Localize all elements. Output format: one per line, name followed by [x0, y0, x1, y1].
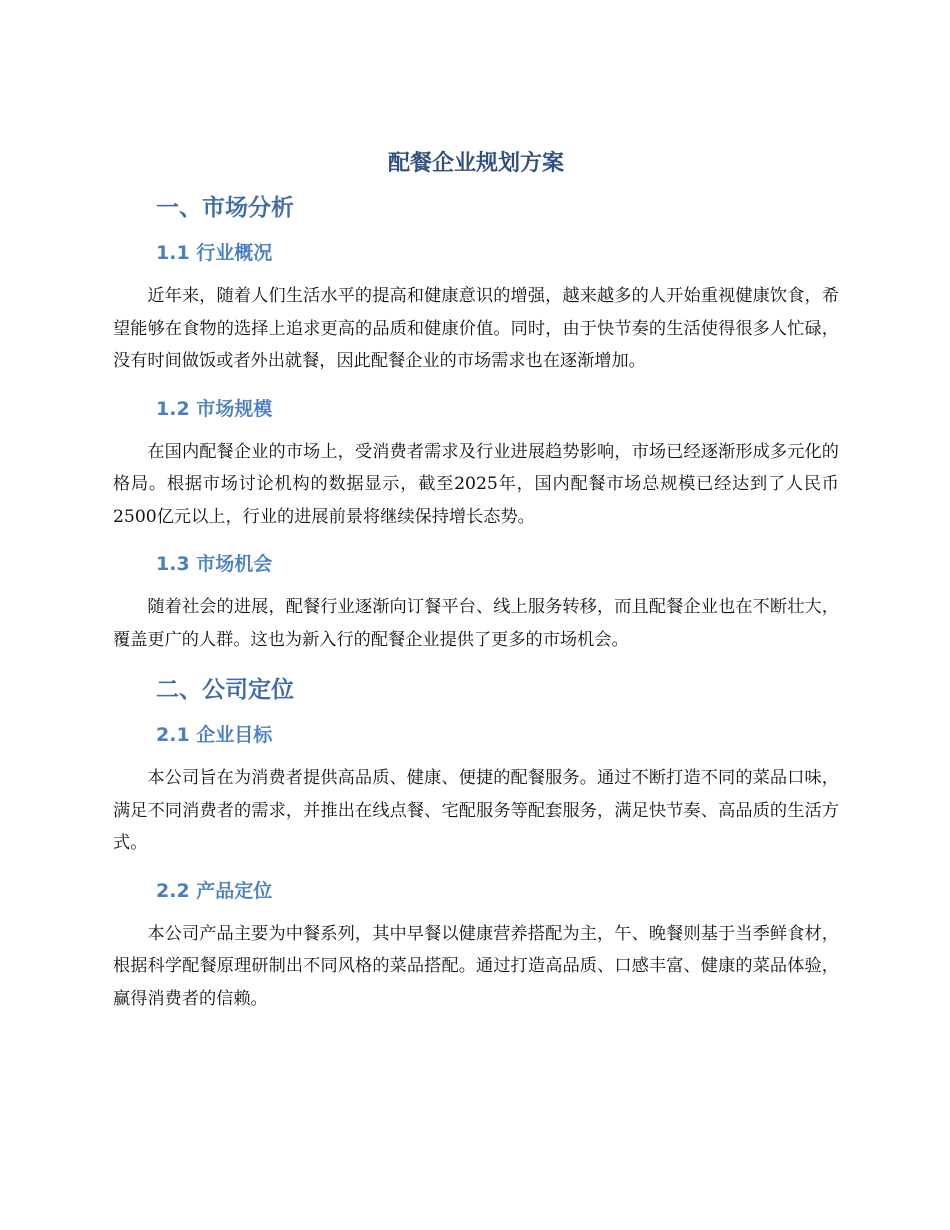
section-heading: 一、市场分析: [156, 195, 294, 221]
section-heading: 二、公司定位: [156, 677, 294, 703]
subsection-heading: 2.1 企业目标: [156, 724, 273, 746]
subsection-heading: 1.2 市场规模: [156, 397, 273, 420]
paragraph: 本公司旨在为消费者提供高品质、健康、便捷的配餐服务。通过不断打造不同的菜品口味，满足不同消费者的需求，并推出在线点餐、宅配服务等配套服务，满足快节奏、高品质的生活方式。: [113, 768, 839, 853]
paragraph: 随着社会的进展，配餐行业逐渐向订餐平台、线上服务转移，而且配餐企业也在不断壮大，覆盖更广的人群。这也为新入行的配餐企业提供了更多的市场机会。: [113, 597, 839, 650]
paragraph: 本公司产品主要为中餐系列，其中早餐以健康营养搭配为主，午、晚餐则基于当季鲜食材，根据科学配餐原理研制出不同风格的菜品搭配。通过打造高品质、口感丰富、健康的菜品体验，赢得消费者的信赖。: [113, 923, 839, 1009]
subsection-heading: 1.1 行业概况: [156, 242, 273, 264]
document-content: [113, 146, 839, 1031]
section-company-positioning: [113, 672, 839, 1015]
section-market-analysis: [113, 190, 839, 656]
subsection-heading: 2.2 产品定位: [156, 879, 273, 902]
subsection-heading: 1.3 市场机会: [156, 553, 273, 575]
document-title: 配餐企业规划方案: [387, 151, 564, 176]
paragraph: 在国内配餐企业的市场上，受消费者需求及行业进展趋势影响，市场已经逐渐形成多元化的格局。根据市场讨论机构的数据显示，截至2025年，国内配餐市场总规模已经达到了人民币2500亿元以上，行业的进展前景将继续保持增长态势。: [113, 441, 839, 527]
paragraph: 近年来，随着人们生活水平的提高和健康意识的增强，越来越多的人开始重视健康饮食，希望能够在食物的选择上追求更高的品质和健康价值。同时，由于快节奏的生活使得很多人忙碌，没有时间做饭或者外出就餐，因此配餐企业的市场需求也在逐渐增加。: [113, 286, 839, 371]
